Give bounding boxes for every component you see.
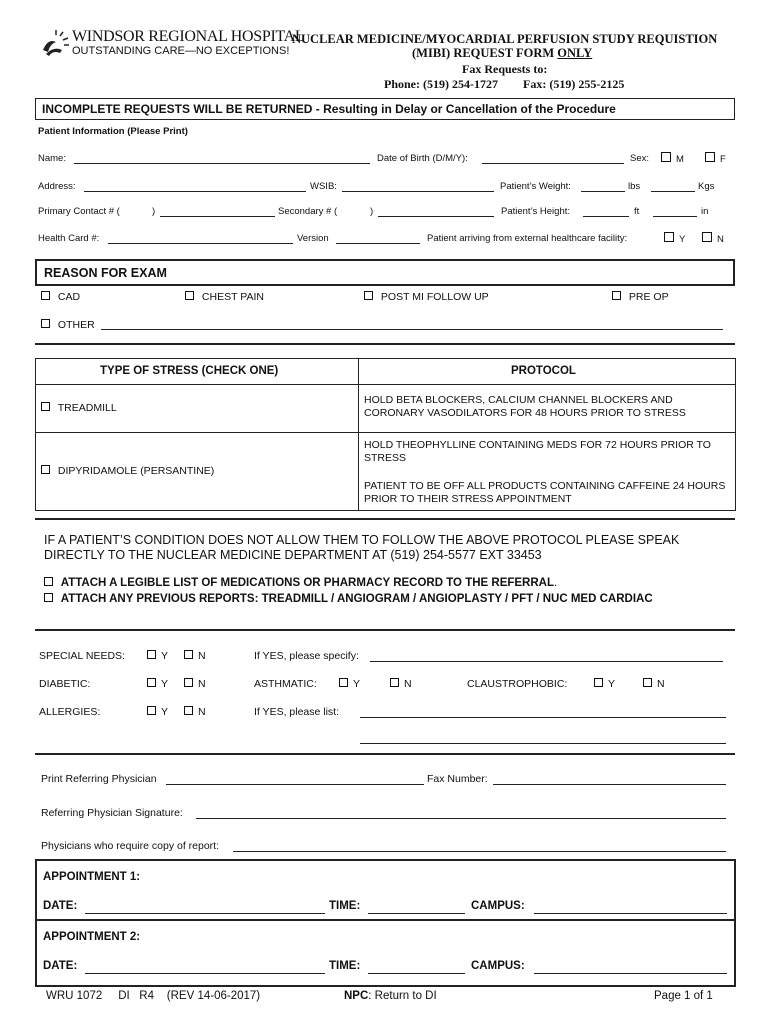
reason-post-mi-label: POST MI FOLLOW UP — [380, 291, 489, 303]
copy-report-field[interactable] — [233, 851, 726, 852]
in-label: in — [701, 206, 709, 217]
checkbox-icon[interactable] — [390, 678, 399, 687]
sex-f-option[interactable] — [705, 152, 726, 165]
attach-medications-period: . — [554, 577, 558, 589]
weight-kgs-field[interactable] — [651, 191, 695, 192]
fax-number: Fax: (519) 255-2125 — [523, 77, 625, 91]
appointment-1-title: APPOINTMENT 1: — [43, 871, 141, 883]
checkbox-icon[interactable] — [184, 650, 193, 659]
hospital-name: WINDSOR REGIONAL HOSPITAL — [72, 28, 305, 45]
y-label: Y — [161, 678, 169, 690]
claustrophobic-label: CLAUSTROPHOBIC: — [467, 678, 568, 690]
appointment-1-time-label: TIME: — [329, 900, 361, 912]
checkbox-icon[interactable] — [184, 706, 193, 715]
checkbox-icon[interactable] — [147, 706, 156, 715]
wsib-field[interactable] — [342, 191, 494, 192]
treadmill-option[interactable] — [41, 402, 117, 414]
checkbox-icon[interactable] — [339, 678, 348, 687]
checkbox-icon[interactable] — [185, 291, 194, 300]
y-label: Y — [161, 706, 169, 718]
checkbox-icon[interactable] — [643, 678, 652, 687]
treadmill-label: TREADMILL — [57, 402, 117, 414]
external-facility-label: Patient arriving from external healthcare facility: — [427, 233, 628, 244]
ft-label: ft — [634, 206, 640, 217]
appointment-2-campus-field[interactable] — [534, 973, 727, 974]
dipyridamole-protocol-2: PATIENT TO BE OFF ALL PRODUCTS CONTAINING CAFFEINE 24 HOURS PRIOR TO THEIR STRESS APPOINTMENT — [364, 480, 726, 505]
checkbox-icon[interactable] — [661, 152, 671, 162]
special-needs-field[interactable] — [370, 661, 723, 662]
npc-note — [344, 990, 437, 1002]
appointment-1-date-label: DATE: — [43, 900, 78, 912]
protocol-header: PROTOCOL — [511, 365, 576, 377]
allergies-list-label: If YES, please list: — [254, 706, 340, 718]
npc-text: : Return to DI — [368, 990, 437, 1002]
dipyridamole-option[interactable] — [41, 465, 214, 477]
reason-other-field[interactable] — [101, 329, 723, 330]
npc-label: NPC — [344, 990, 369, 1002]
reason-cad-label: CAD — [57, 291, 81, 303]
diabetic-y[interactable] — [147, 678, 168, 690]
checkbox-icon[interactable] — [147, 678, 156, 687]
primary-contact-paren: ) — [152, 206, 156, 217]
dob-field[interactable] — [482, 163, 624, 164]
appointment-2-time-label: TIME: — [329, 960, 361, 972]
checkbox-icon[interactable] — [44, 593, 53, 602]
print-referring-field[interactable] — [166, 784, 424, 785]
diabetic-n[interactable] — [184, 678, 206, 690]
health-card-field[interactable] — [108, 243, 293, 244]
height-ft-field[interactable] — [583, 216, 629, 217]
wsib-label: WSIB: — [310, 181, 337, 192]
claustrophobic-y[interactable] — [594, 678, 615, 690]
sex-label: Sex: — [630, 153, 650, 164]
divider — [35, 343, 735, 345]
checkbox-icon[interactable] — [41, 319, 50, 328]
copy-report-label: Physicians who require copy of report: — [41, 840, 220, 852]
name-label: Name: — [38, 153, 66, 164]
claustrophobic-n[interactable] — [643, 678, 665, 690]
y-label: Y — [161, 650, 169, 662]
n-label: N — [404, 678, 412, 690]
attach-medications-label: ATTACH A LEGIBLE LIST OF MEDICATIONS OR PHARMACY RECORD TO THE REFERRAL — [60, 577, 555, 589]
primary-contact-field[interactable] — [160, 216, 275, 217]
checkbox-icon[interactable] — [664, 232, 674, 242]
checkbox-icon[interactable] — [612, 291, 621, 300]
dipyridamole-protocol-1: HOLD THEOPHYLLINE CONTAINING MEDS FOR 72 HOURS PRIOR TO STRESS — [364, 439, 711, 464]
allergies-field-2[interactable] — [360, 743, 726, 744]
special-needs-y[interactable] — [147, 650, 168, 662]
reason-header-box — [35, 259, 735, 286]
form-title-only: ONLY — [557, 46, 593, 60]
phone-number: Phone: (519) 254-1727 — [384, 77, 498, 91]
appointment-1-campus-field[interactable] — [534, 913, 727, 914]
checkbox-icon[interactable] — [41, 465, 50, 474]
checkbox-icon[interactable] — [184, 678, 193, 687]
stress-table — [35, 358, 736, 511]
protocol-notice-line2: DIRECTLY TO THE NUCLEAR MEDICINE DEPARTMENT AT (519) 254-5577 EXT 33453 — [44, 548, 542, 562]
special-needs-specify-label: If YES, please specify: — [254, 650, 359, 662]
form-title-line2 — [412, 46, 592, 61]
reason-pre-op-option[interactable] — [612, 291, 669, 303]
fax-number-label: Fax Number: — [427, 773, 488, 785]
reason-post-mi-option[interactable] — [364, 291, 489, 303]
attach-medications-item[interactable] — [44, 577, 557, 589]
external-y-option[interactable] — [664, 232, 685, 245]
treadmill-protocol: HOLD BETA BLOCKERS, CALCIUM CHANNEL BLOCKERS AND CORONARY VASODILATORS FOR 48 HOURS PRIOR TO STRESS — [364, 394, 686, 419]
sex-m-option[interactable] — [661, 152, 684, 165]
weight-lbs-field[interactable] — [581, 191, 625, 192]
allergies-field-1[interactable] — [360, 717, 726, 718]
hospital-tagline: OUTSTANDING CARE—NO EXCEPTIONS! — [72, 45, 290, 57]
appointment-1-time-field[interactable] — [368, 913, 465, 914]
appointment-2-title: APPOINTMENT 2: — [43, 931, 141, 943]
print-referring-label: Print Referring Physician — [41, 773, 157, 785]
appointment-box — [35, 859, 736, 987]
divider — [35, 629, 735, 631]
appointment-1-date-field[interactable] — [85, 913, 325, 914]
protocol-notice-line1: IF A PATIENT’S CONDITION DOES NOT ALLOW THEM TO FOLLOW THE ABOVE PROTOCOL PLEASE SPEAK — [44, 533, 680, 547]
reason-other-label: OTHER — [57, 319, 95, 331]
secondary-contact-label: Secondary # ( — [278, 206, 338, 217]
lbs-label: lbs — [628, 181, 641, 192]
secondary-contact-field[interactable] — [378, 216, 494, 217]
sex-m-label: M — [676, 154, 684, 165]
checkbox-icon[interactable] — [44, 577, 53, 586]
weight-label: Patient’s Weight: — [500, 181, 571, 192]
stress-type-header: TYPE OF STRESS (CHECK ONE) — [100, 365, 279, 377]
asthmatic-n[interactable] — [390, 678, 412, 690]
signature-label: Referring Physician Signature: — [41, 807, 183, 819]
y-label: Y — [608, 678, 616, 690]
reason-cad-option[interactable] — [41, 291, 80, 303]
height-in-field[interactable] — [653, 216, 697, 217]
name-field[interactable] — [74, 163, 370, 164]
version-label: Version — [297, 233, 329, 244]
reason-other-option[interactable] — [41, 319, 95, 331]
appointment-1-campus-label: CAMPUS: — [471, 900, 525, 912]
height-label: Patient’s Height: — [501, 206, 571, 217]
external-n-label: N — [717, 234, 724, 245]
attach-reports-item[interactable] — [44, 593, 653, 605]
hospital-logo — [40, 28, 305, 60]
y-label: Y — [353, 678, 361, 690]
signature-field[interactable] — [196, 818, 726, 819]
fax-requests-label: Fax Requests to: — [462, 62, 548, 76]
primary-contact-label: Primary Contact # ( — [38, 206, 120, 217]
secondary-contact-paren: ) — [370, 206, 374, 217]
appointment-2-campus-label: CAMPUS: — [471, 960, 525, 972]
warning-box — [35, 98, 735, 120]
kgs-label: Kgs — [698, 181, 715, 192]
allergies-y[interactable] — [147, 706, 168, 718]
asthmatic-y[interactable] — [339, 678, 360, 690]
reason-title: REASON FOR EXAM — [44, 266, 167, 280]
appointment-2-time-field[interactable] — [368, 973, 465, 974]
n-label: N — [657, 678, 665, 690]
n-label: N — [198, 706, 206, 718]
allergies-label: ALLERGIES: — [39, 706, 101, 718]
appointment-2-date-field[interactable] — [85, 973, 325, 974]
reason-chest-pain-label: CHEST PAIN — [201, 291, 264, 303]
attach-reports-label: ATTACH ANY PREVIOUS REPORTS: TREADMILL / ANGIOGRAM / ANGIOPLASTY / PFT / NUC MED CARDIAC — [60, 593, 653, 605]
divider — [35, 753, 735, 755]
checkbox-icon[interactable] — [41, 291, 50, 300]
address-field[interactable] — [84, 191, 306, 192]
appointment-2-date-label: DATE: — [43, 960, 78, 972]
fax-number-field[interactable] — [493, 784, 726, 785]
checkbox-icon[interactable] — [364, 291, 373, 300]
divider — [35, 518, 735, 520]
reason-chest-pain-option[interactable] — [185, 291, 264, 303]
dipyridamole-label: DIPYRIDAMOLE (PERSANTINE) — [57, 465, 215, 477]
checkbox-icon[interactable] — [147, 650, 156, 659]
external-y-label: Y — [679, 234, 686, 245]
form-title-line1: NUCLEAR MEDICINE/MYOCARDIAL PERFUSION STUDY REQUISTION — [292, 32, 718, 46]
version-field[interactable] — [336, 243, 420, 244]
external-n-option[interactable] — [702, 232, 724, 245]
n-label: N — [198, 650, 206, 662]
checkbox-icon[interactable] — [41, 402, 50, 411]
reason-pre-op-label: PRE OP — [628, 291, 669, 303]
form-code: WRU 1072 DI R4 (REV 14-06-2017) — [46, 990, 261, 1002]
address-label: Address: — [38, 181, 76, 192]
logo-sun-icon — [40, 30, 70, 58]
checkbox-icon[interactable] — [705, 152, 715, 162]
diabetic-label: DIABETIC: — [39, 678, 91, 690]
checkbox-icon[interactable] — [702, 232, 712, 242]
n-label: N — [198, 678, 206, 690]
special-needs-label: SPECIAL NEEDS: — [39, 650, 125, 662]
sex-f-label: F — [720, 154, 726, 165]
dob-label: Date of Birth (D/M/Y): — [377, 153, 468, 164]
health-card-label: Health Card #: — [38, 233, 100, 244]
special-needs-n[interactable] — [184, 650, 206, 662]
checkbox-icon[interactable] — [594, 678, 603, 687]
asthmatic-label: ASTHMATIC: — [254, 678, 317, 690]
warning-text: INCOMPLETE REQUESTS WILL BE RETURNED - Resulting in Delay or Cancellation of the Procedure — [42, 102, 616, 116]
page-number: Page 1 of 1 — [654, 990, 713, 1002]
form-title-prefix: (MIBI) REQUEST FORM — [412, 46, 558, 60]
allergies-n[interactable] — [184, 706, 206, 718]
patient-info-label: Patient Information (Please Print) — [38, 126, 188, 137]
